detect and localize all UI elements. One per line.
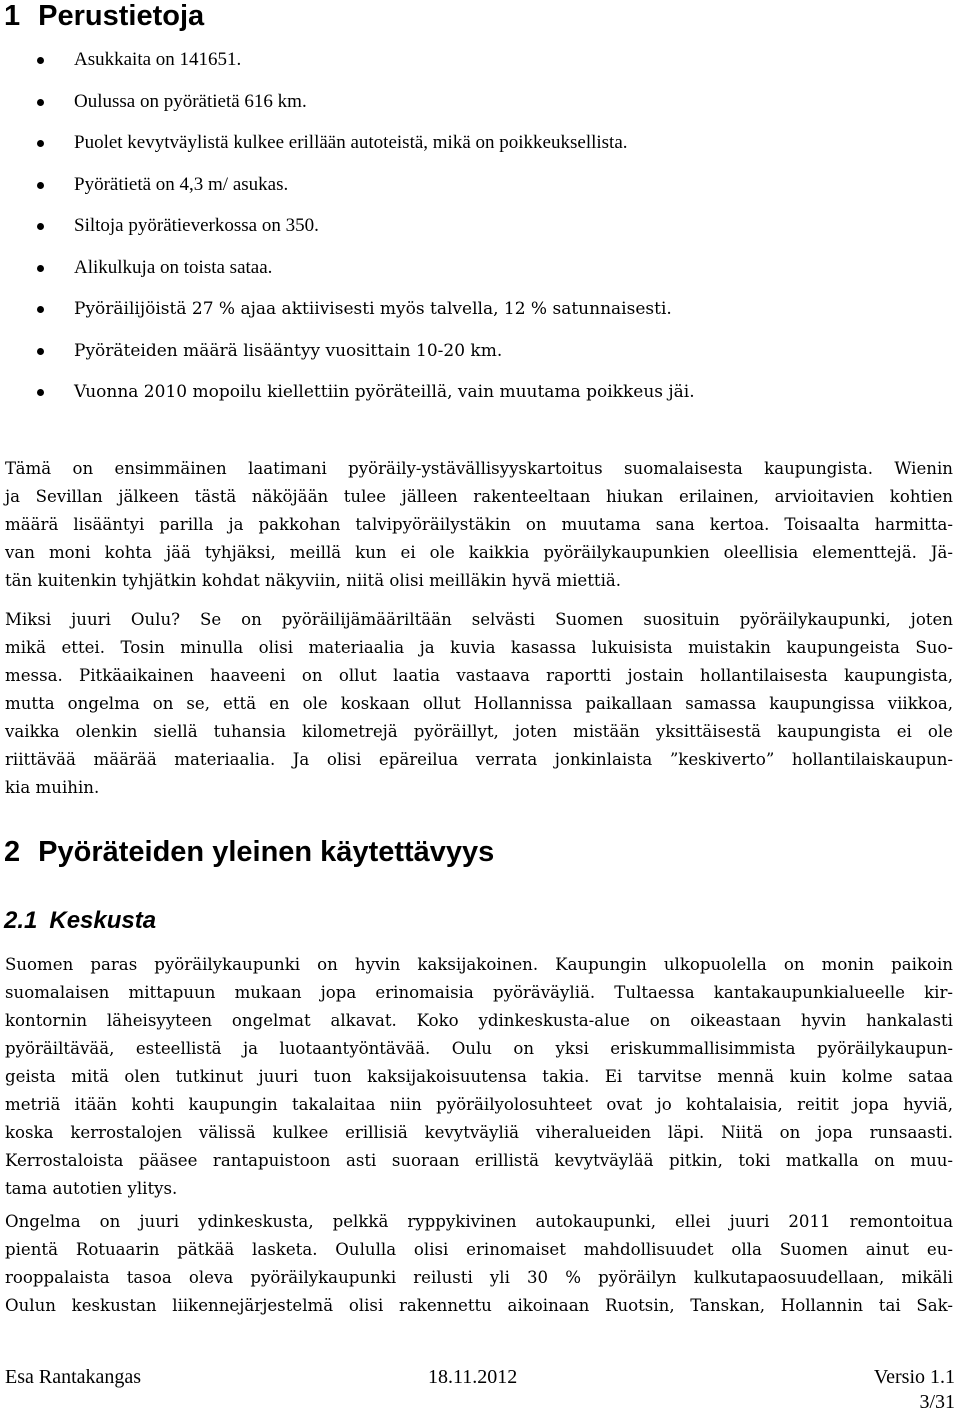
- footer-author: Esa Rantakangas: [5, 1366, 142, 1388]
- section-1-title: Perustietoja: [38, 0, 205, 32]
- bullet-icon: [37, 306, 44, 313]
- footer-version: Versio 1.1: [873, 1366, 955, 1388]
- facts-bullet-list: [0, 46, 960, 420]
- list-item: Oulussa on pyörätietä 616 km.: [0, 88, 960, 130]
- list-item: Puolet kevytväylistä kulkee erillään autoteistä, mikä on poikkeuksellista.: [0, 129, 960, 171]
- subsection-2-1-heading: [4, 907, 156, 935]
- list-item: Alikulkuja on toista sataa.: [0, 254, 960, 296]
- why-oulu-paragraph: Miksi juuri Oulu? Se on pyöräilijämääriltään selvästi Suomen suosituin pyöräilykaupunki, joten mikä ettei. Tosin minulla olisi materiaalia ja kuvia kasassa lukuisista muistakin kaupungeista Suo- messa. Pitkäaikainen haaveeni on ollut laatia vastaava raportti jostain hollantilaisesta kaupungista, mutta ongelma on se, että en ole koskaan ollut Hollannissa paikallaan samassa kaupungissa viikkoa, vaikka olenkin siellä tuhansia kilometrejä pyöräillyt, joten mistään yksittäisestä kaupungista ei ole riittävää määrää materiaalia. Ja olisi epäreilua verrata jonkinlaista ”keskiverto” hollantilaiskaupun- kia muihin.: [5, 610, 953, 797]
- bullet-icon: [37, 265, 44, 272]
- bullet-icon: [37, 99, 44, 106]
- section-2-number: 2: [4, 836, 21, 868]
- intro-paragraph: Tämä on ensimmäinen laatimani pyöräily-ystävällisyyskartoitus suomalaisesta kaupungista. Wienin ja Sevillan jälkeen tästä näköjään tulee jälleen rakenteeltaan hiukan erilainen, arvioitavien kohtien määrä lisääntyi parilla ja pakkohan talvipyöräilystäkin on muutama sana kertoa. Toisaalta harmitta- van moni kohta jää tyhjäksi, meillä kun ei ole kaikkia pyöräilykaupunkien oleellisia elementtejä. Jä- tän kuitenkin tyhjätkin kohdat näkyviin, niitä olisi meilläkin hyvä miettiä.: [5, 459, 953, 590]
- page-number: 3/31: [919, 1391, 955, 1413]
- keskusta-paragraph-2: Ongelma on juuri ydinkeskusta, pelkkä ryppykivinen autokaupunki, ellei juuri 2011 remontoitua pientä Rotuaarin pätkää lasketa. Oululla olisi erinomaiset mahdollisuudet olla Suomen ainut eu- rooppalaista tasoa oleva pyöräilykaupunki reilusti yli 30 % pyöräilyn kulkutapaosuudellaan, mikäli Oulun keskustan liikennejärjestelmä olisi rakennettu aikoinaan Ruotsin, Tanskan, Hollannin tai Sak-: [5, 1212, 953, 1315]
- list-item: Pyöräteiden määrä lisääntyy vuosittain 10-20 km.: [0, 337, 960, 379]
- subsection-2-1-title: Keskusta: [49, 907, 157, 934]
- section-1-heading: [4, 0, 204, 32]
- bullet-icon: [37, 182, 44, 189]
- bullet-icon: [37, 389, 44, 396]
- list-item: Vuonna 2010 mopoilu kiellettiin pyöräteillä, vain muutama poikkeus jäi.: [0, 378, 960, 420]
- section-1-number: 1: [4, 0, 21, 32]
- bullet-icon: [37, 57, 44, 64]
- bullet-icon: [37, 223, 44, 230]
- page-footer: [5, 1362, 955, 1392]
- list-item: Pyörätietä on 4,3 m/ asukas.: [0, 171, 960, 213]
- list-item: Pyöräilijöistä 27 % ajaa aktiivisesti myös talvella, 12 % satunnaisesti.: [0, 295, 960, 337]
- section-2-title: Pyöräteiden yleinen käytettävyys: [38, 836, 495, 868]
- subsection-2-1-number: 2.1: [4, 907, 38, 934]
- bullet-icon: [37, 140, 44, 147]
- list-item: Asukkaita on 141651.: [0, 46, 960, 88]
- list-item: Siltoja pyörätieverkossa on 350.: [0, 212, 960, 254]
- keskusta-paragraph-1: Suomen paras pyöräilykaupunki on hyvin kaksijakoinen. Kaupungin ulkopuolella on monin paikoin suomalaisen mittapuun mukaan jopa erinomaisia pyöräväyliä. Tultaessa kantakaupunkialueelle kir- kontornin läheisyyteen ongelmat alkavat. Koko ydinkeskusta-alue on oikeastaan hyvin hankalasti pyöräiltävää, esteellistä ja luotaantyöntävää. Oulu on yksi eriskummallisimmista pyöräilykaupun- geista mitä olen tutkinut juuri tuon kaksijakoisuutensa takia. Ei tarvitse mennä kuin kolme sataa metriä itään kohti kaupungin takalaitaa niin pyöräilyolosuhteet ovat jo kohtalaisia, reitit jopa hyviä, koska kerrostalojen välissä kulkee erillisiä kevytväyliä viheralueiden läpi. Niitä on jopa runsaasti. Kerrostaloista pääsee rantapuistoon asti suoraan erillistä kevytväylää pitkin, toki matkalla on muu- tama autotien ylitys.: [5, 955, 953, 1198]
- bullet-icon: [37, 348, 44, 355]
- section-2-heading: [4, 836, 494, 868]
- footer-date: 18.11.2012: [428, 1366, 518, 1388]
